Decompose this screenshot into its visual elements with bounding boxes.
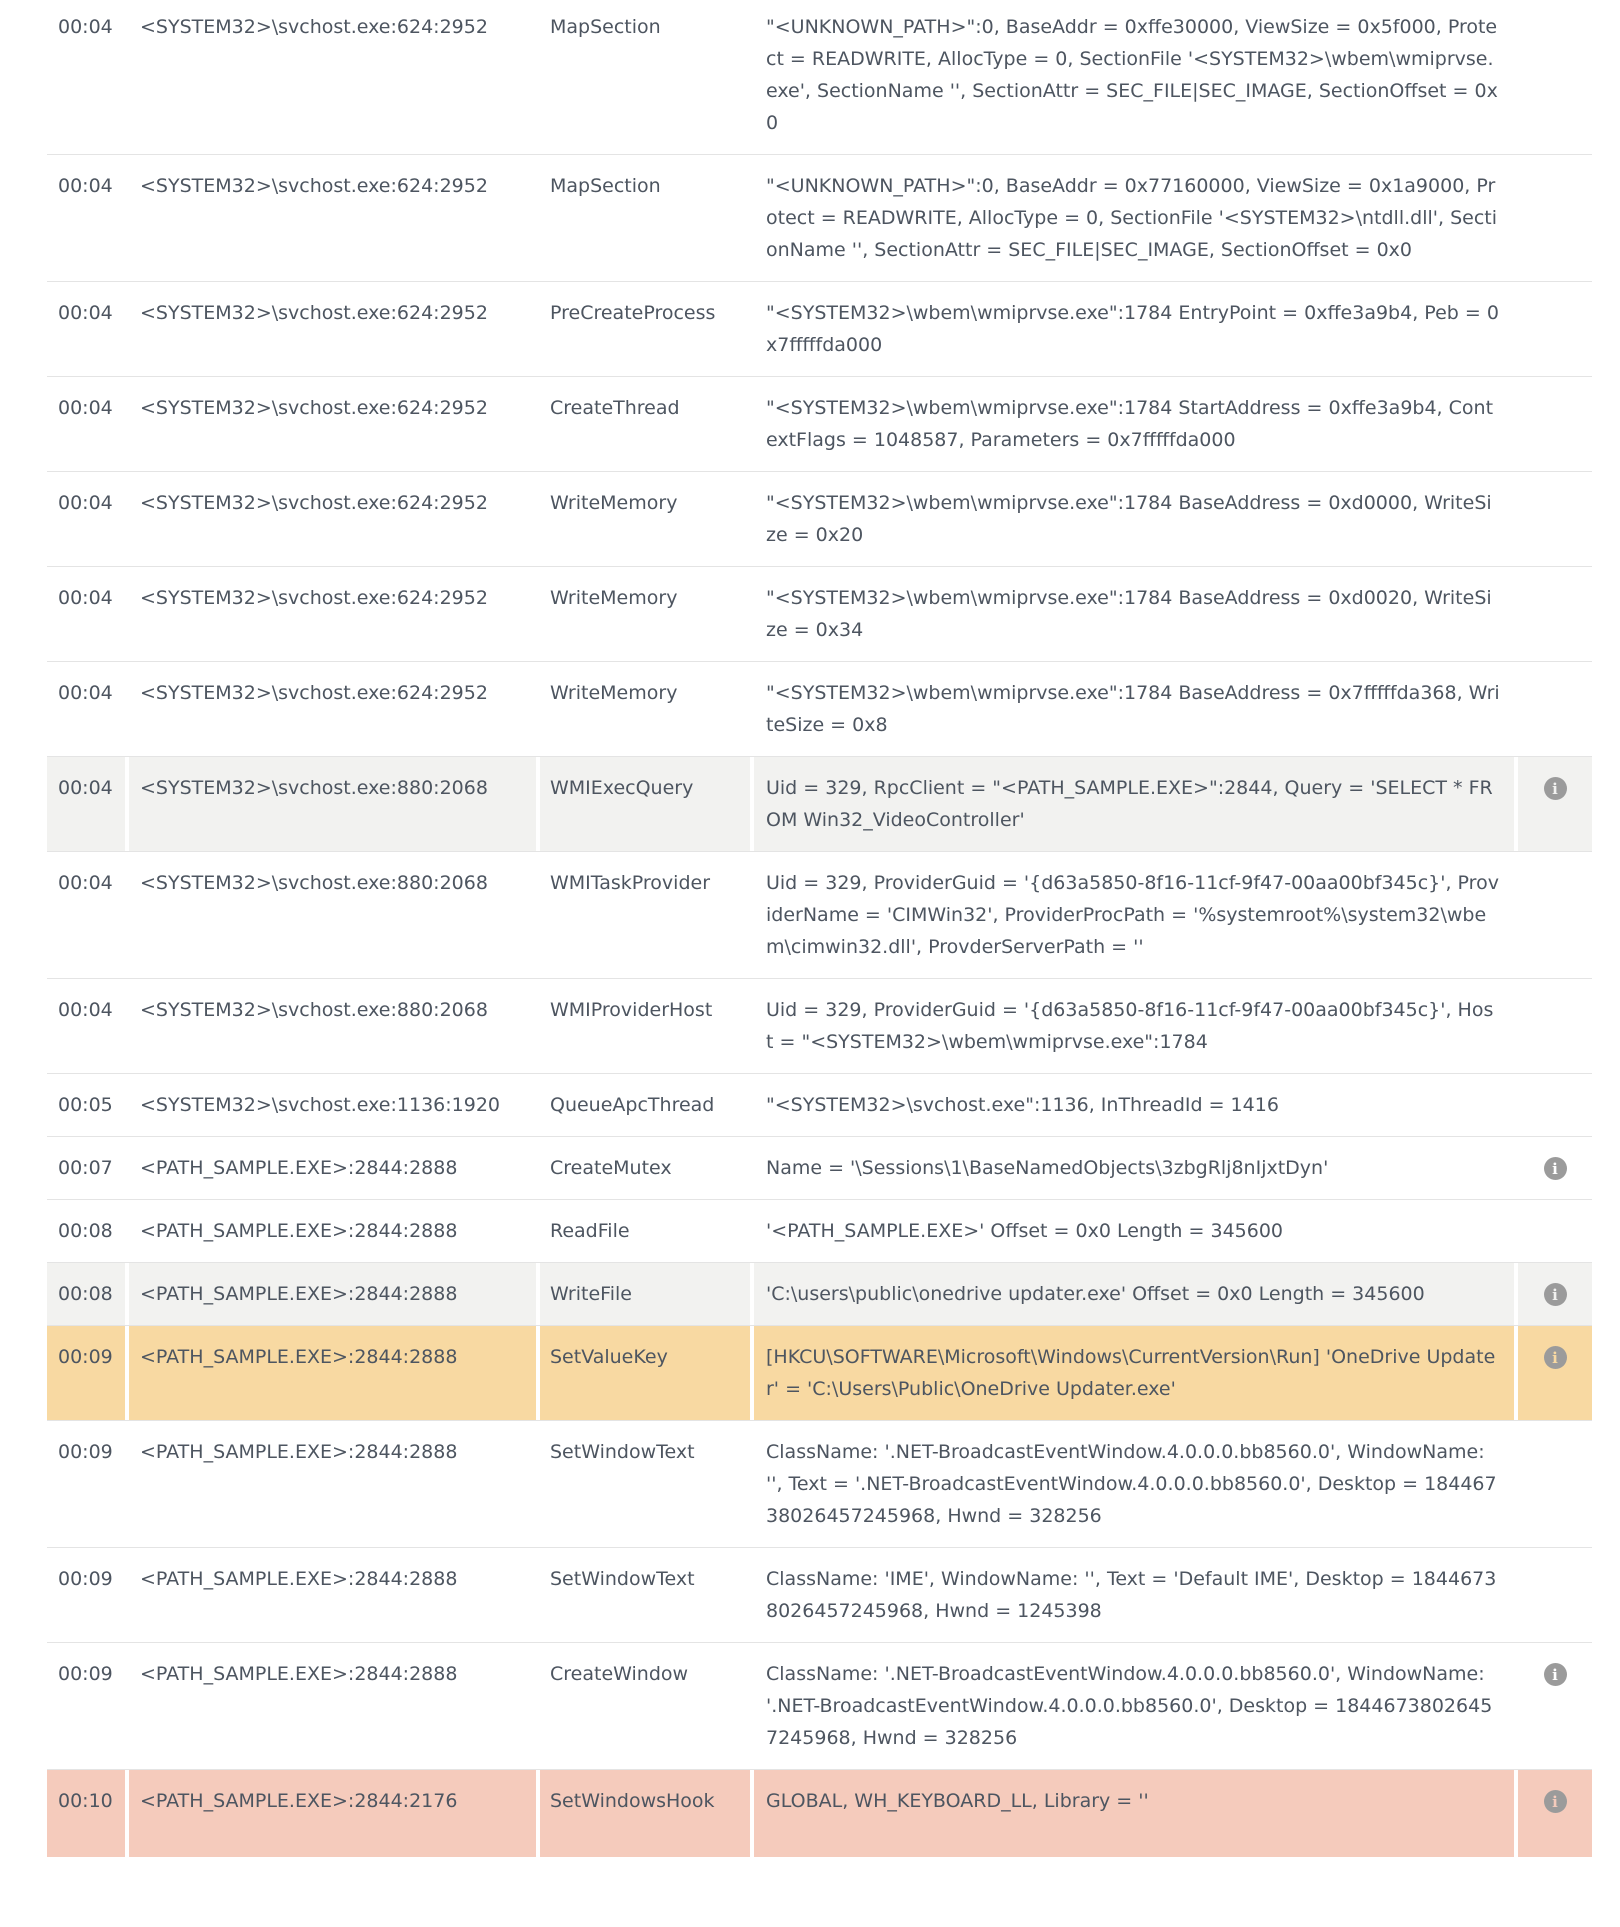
event-process: <SYSTEM32>\svchost.exe:624:2952: [140, 682, 488, 704]
event-operation: WMITaskProvider: [550, 872, 711, 894]
event-time: 00:07: [58, 1157, 113, 1179]
event-row: [47, 471, 1592, 566]
event-details: GLOBAL, WH_KEYBOARD_LL, Library = '': [754, 1770, 1514, 1857]
event-details: Uid = 329, ProviderGuid = '{d63a5850-8f16-11cf-9f47-00aa00bf345c}', ProviderName = 'CIMWin32', ProviderProcPath = '%systemroot%\system32\wbem\cimwin32.dll', ProvderServerPath = '': [766, 872, 1499, 958]
info-icon[interactable]: i: [1544, 1790, 1567, 1813]
event-process: <SYSTEM32>\svchost.exe:624:2952: [140, 175, 488, 197]
event-time: 00:04: [58, 872, 113, 894]
event-operation: SetWindowText: [550, 1568, 695, 1590]
event-time: 00:09: [47, 1326, 125, 1420]
event-row: [47, 0, 1592, 154]
event-operation: WMIExecQuery: [540, 757, 750, 851]
info-icon[interactable]: i: [1544, 1157, 1567, 1180]
event-process: <PATH_SAMPLE.EXE>:2844:2888: [140, 1441, 458, 1463]
event-row: [47, 154, 1592, 281]
event-process: <PATH_SAMPLE.EXE>:2844:2888: [140, 1220, 458, 1242]
event-row: [47, 978, 1592, 1073]
event-time: 00:09: [58, 1441, 113, 1463]
event-operation: CreateThread: [550, 397, 680, 419]
event-details: "<SYSTEM32>\wbem\wmiprvse.exe":1784 BaseAddress = 0xd0020, WriteSize = 0x34: [766, 587, 1492, 641]
event-row: [47, 1769, 1592, 1857]
event-time: 00:08: [58, 1220, 113, 1242]
event-time: 00:04: [58, 682, 113, 704]
event-details: Uid = 329, ProviderGuid = '{d63a5850-8f16-11cf-9f47-00aa00bf345c}', Host = "<SYSTEM32>\wbem\wmiprvse.exe":1784: [766, 999, 1494, 1053]
event-operation: QueueApcThread: [550, 1094, 715, 1116]
event-time: 00:04: [47, 757, 125, 851]
event-time: 00:04: [58, 302, 113, 324]
event-time: 00:09: [58, 1568, 113, 1590]
event-details: "<SYSTEM32>\svchost.exe":1136, InThreadId = 1416: [766, 1094, 1279, 1116]
event-process: <SYSTEM32>\svchost.exe:1136:1920: [140, 1094, 501, 1116]
event-process: <PATH_SAMPLE.EXE>:2844:2888: [129, 1263, 536, 1325]
event-operation: MapSection: [550, 175, 661, 197]
event-row: [47, 566, 1592, 661]
event-row: [47, 281, 1592, 376]
event-operation: PreCreateProcess: [550, 302, 716, 324]
event-details: "<SYSTEM32>\wbem\wmiprvse.exe":1784 BaseAddress = 0x7fffffda368, WriteSize = 0x8: [766, 682, 1500, 736]
event-row: [47, 1073, 1592, 1136]
event-details: Uid = 329, RpcClient = "<PATH_SAMPLE.EXE>":2844, Query = 'SELECT * FROM Win32_VideoController': [754, 757, 1514, 851]
event-process: <PATH_SAMPLE.EXE>:2844:2888: [140, 1663, 458, 1685]
event-row: [47, 1199, 1592, 1262]
event-time: 00:09: [58, 1663, 113, 1685]
event-details: ClassName: '.NET-BroadcastEventWindow.4.0.0.0.bb8560.0', WindowName: '.NET-BroadcastEventWindow.4.0.0.0.bb8560.0', Desktop = 18446738026457245968, Hwnd = 328256: [766, 1663, 1493, 1749]
event-operation: WriteMemory: [550, 587, 678, 609]
event-process: <PATH_SAMPLE.EXE>:2844:2176: [129, 1770, 536, 1857]
event-row: [47, 756, 1592, 851]
event-details: [HKCU\SOFTWARE\Microsoft\Windows\CurrentVersion\Run] 'OneDrive Updater' = 'C:\Users\Public\OneDrive Updater.exe': [754, 1326, 1514, 1420]
event-time: 00:10: [47, 1770, 125, 1857]
event-row: [47, 851, 1592, 978]
event-process: <PATH_SAMPLE.EXE>:2844:2888: [140, 1157, 458, 1179]
event-time: 00:04: [58, 587, 113, 609]
event-time: 00:04: [58, 999, 113, 1021]
event-time: 00:08: [47, 1263, 125, 1325]
event-process: <SYSTEM32>\svchost.exe:624:2952: [140, 16, 488, 38]
event-details: "<SYSTEM32>\wbem\wmiprvse.exe":1784 BaseAddress = 0xd0000, WriteSize = 0x20: [766, 492, 1492, 546]
event-operation: WriteFile: [540, 1263, 750, 1325]
event-operation: ReadFile: [550, 1220, 630, 1242]
event-row: [47, 1262, 1592, 1325]
event-details: "<UNKNOWN_PATH>":0, BaseAddr = 0xffe30000, ViewSize = 0x5f000, Protect = READWRITE, AllocType = 0, SectionFile '<SYSTEM32>\wbem\wmiprvse.exe', SectionName '', SectionAttr = SEC_FILE|SEC_IMAGE, SectionOffset = 0x0: [766, 16, 1498, 134]
info-icon[interactable]: i: [1544, 1663, 1567, 1686]
event-operation: SetValueKey: [540, 1326, 750, 1420]
event-details: "<SYSTEM32>\wbem\wmiprvse.exe":1784 EntryPoint = 0xffe3a9b4, Peb = 0x7fffffda000: [766, 302, 1499, 356]
event-operation: WriteMemory: [550, 492, 678, 514]
event-time: 00:04: [58, 397, 113, 419]
event-process: <SYSTEM32>\svchost.exe:880:2068: [140, 872, 488, 894]
event-row: [47, 1136, 1592, 1199]
event-operation: CreateWindow: [550, 1663, 689, 1685]
event-operation: MapSection: [550, 16, 661, 38]
event-details: 'C:\users\public\onedrive updater.exe' Offset = 0x0 Length = 345600: [754, 1263, 1514, 1325]
event-time: 00:04: [58, 16, 113, 38]
event-time: 00:04: [58, 492, 113, 514]
event-details: '<PATH_SAMPLE.EXE>' Offset = 0x0 Length = 345600: [766, 1220, 1284, 1242]
event-details: ClassName: '.NET-BroadcastEventWindow.4.0.0.0.bb8560.0', WindowName: '', Text = '.NET-BroadcastEventWindow.4.0.0.0.bb8560.0', Desktop = 18446738026457245968, Hwnd = 328256: [766, 1441, 1497, 1527]
info-icon[interactable]: i: [1544, 1346, 1567, 1369]
event-operation: CreateMutex: [550, 1157, 672, 1179]
event-operation: WMIProviderHost: [550, 999, 713, 1021]
event-time: 00:05: [58, 1094, 113, 1116]
info-icon[interactable]: i: [1544, 777, 1567, 800]
event-operation: SetWindowsHook: [540, 1770, 750, 1857]
event-process: <PATH_SAMPLE.EXE>:2844:2888: [129, 1326, 536, 1420]
event-row: [47, 1642, 1592, 1769]
event-row: [47, 1325, 1592, 1420]
event-process: <SYSTEM32>\svchost.exe:624:2952: [140, 397, 488, 419]
event-process: <SYSTEM32>\svchost.exe:880:2068: [140, 999, 488, 1021]
event-details: ClassName: 'IME', WindowName: '', Text = 'Default IME', Desktop = 18446738026457245968, Hwnd = 1245398: [766, 1568, 1497, 1622]
event-details: "<UNKNOWN_PATH>":0, BaseAddr = 0x77160000, ViewSize = 0x1a9000, Protect = READWRITE, AllocType = 0, SectionFile '<SYSTEM32>\ntdll.dll', SectionName '', SectionAttr = SEC_FILE|SEC_IMAGE, SectionOffset = 0x0: [766, 175, 1497, 261]
event-details: "<SYSTEM32>\wbem\wmiprvse.exe":1784 StartAddress = 0xffe3a9b4, ContextFlags = 1048587, Parameters = 0x7fffffda000: [766, 397, 1494, 451]
event-process: <SYSTEM32>\svchost.exe:624:2952: [140, 587, 488, 609]
event-process: <PATH_SAMPLE.EXE>:2844:2888: [140, 1568, 458, 1590]
info-icon[interactable]: i: [1544, 1283, 1567, 1306]
event-row: [47, 376, 1592, 471]
event-process: <SYSTEM32>\svchost.exe:624:2952: [140, 302, 488, 324]
event-details: Name = '\Sessions\1\BaseNamedObjects\3zbgRlj8nIjxtDyn': [766, 1157, 1329, 1179]
event-process: <SYSTEM32>\svchost.exe:624:2952: [140, 492, 488, 514]
event-row: [47, 1420, 1592, 1547]
event-operation: SetWindowText: [550, 1441, 695, 1463]
event-process: <SYSTEM32>\svchost.exe:880:2068: [129, 757, 536, 851]
event-operation: WriteMemory: [550, 682, 678, 704]
event-time: 00:04: [58, 175, 113, 197]
event-row: [47, 1547, 1592, 1642]
event-table: [47, 0, 1592, 1857]
event-row: [47, 661, 1592, 756]
